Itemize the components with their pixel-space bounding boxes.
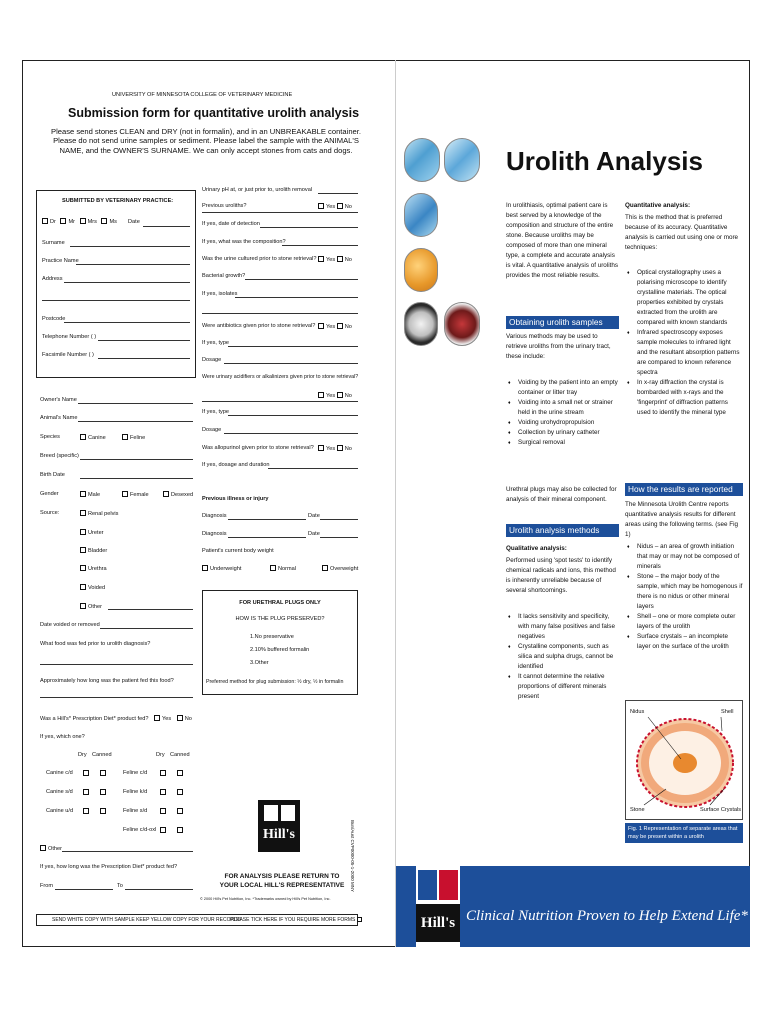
title-label: Ms — [109, 219, 117, 225]
return-notice — [202, 872, 362, 890]
isolates-field[interactable] — [202, 313, 358, 314]
side-code: Bun/Aust CVP0000-05-1-2000 MNY — [350, 820, 355, 893]
how-long-label: If yes, how long was the Prescription Diet* product fed? — [40, 864, 178, 870]
plug-option[interactable]: 2.10% buffered formalin — [250, 647, 310, 653]
copy-note: SEND WHITE COPY WITH SAMPLE KEEP YELLOW COPY FOR YOUR RECORDS — [52, 917, 242, 923]
acidifier-type-field[interactable] — [228, 415, 358, 416]
date-field[interactable] — [143, 226, 190, 227]
bodyweight-label: Patient's current body weight — [202, 548, 274, 554]
pointer-line — [721, 717, 722, 731]
food-question: What food was fed prior to urolith diagnosis? — [40, 641, 151, 647]
allopurinol-field[interactable] — [268, 468, 358, 469]
samples-intro: Various methods may be used to retrieve uroliths from the urinary tract, these include: — [506, 333, 611, 360]
yes-checkbox[interactable] — [318, 203, 324, 209]
bacterial-growth-field[interactable] — [245, 279, 358, 280]
species-label: Species — [40, 434, 60, 440]
diet-checkbox[interactable] — [177, 808, 183, 814]
question: Dosage — [202, 357, 222, 363]
prev-illness-heading: Previous illness or injury — [202, 496, 269, 502]
to-label: To — [117, 883, 123, 889]
gender-male[interactable] — [80, 491, 100, 498]
diet-checkbox[interactable] — [100, 789, 106, 795]
diet-checkbox[interactable] — [160, 770, 166, 776]
gender-female[interactable] — [122, 491, 149, 498]
date-label: Date — [308, 513, 320, 519]
question: Were antibiotics given prior to stone retrieval? — [202, 323, 316, 329]
question: If yes, what was the composition? — [202, 239, 286, 245]
dry-header: Dry — [156, 752, 165, 758]
female-checkbox[interactable] — [122, 491, 128, 497]
list-item: ♦ It lacks sensitivity and specificity, with many false positives and false negatives — [506, 612, 619, 642]
list-item: ♦ Surface crystals – an incomplete layer on the surface of the urolith — [625, 632, 743, 652]
list-item: ♦ Collection by urinary catheter — [506, 428, 619, 438]
from-label: From — [40, 883, 54, 889]
source-label: Source: — [40, 510, 60, 516]
fig-label-nidus: Nidus — [630, 709, 645, 715]
antibiotic-type-field[interactable] — [228, 346, 358, 347]
diagnosis-label: Diagnosis — [202, 531, 227, 537]
results-list — [625, 542, 743, 652]
source-option[interactable] — [80, 565, 107, 572]
fax-field[interactable] — [98, 358, 190, 359]
date-voided-field[interactable] — [100, 628, 193, 629]
surname-label: Surname — [42, 240, 65, 246]
plug-option[interactable]: 3.Other — [250, 660, 269, 666]
isolates-field[interactable] — [235, 297, 358, 298]
source-option[interactable] — [80, 529, 104, 536]
more-forms-checkbox[interactable] — [357, 917, 362, 922]
date-voided-label: Date voided or removed — [40, 622, 100, 628]
tagline: Clinical Nutrition Proven to Help Extend Life* — [466, 908, 748, 924]
source-option-label: Other — [88, 604, 102, 610]
hills-yes-checkbox[interactable] — [154, 715, 160, 721]
divider — [202, 401, 358, 402]
yes-no[interactable] — [318, 323, 352, 330]
surname-field[interactable] — [70, 246, 190, 247]
which-one-label: If yes, which one? — [40, 734, 85, 740]
list-item: ♦ Surgical removal — [506, 438, 619, 448]
species-feline[interactable] — [122, 434, 145, 441]
section-heading: Obtaining urolith samples — [506, 316, 619, 329]
no-label: No — [184, 716, 192, 722]
address-field[interactable] — [42, 300, 190, 301]
quant-list — [625, 268, 743, 418]
no-checkbox[interactable] — [337, 445, 343, 451]
logo-block — [264, 805, 278, 821]
owner-name-field[interactable] — [78, 403, 193, 404]
urolith-figure — [625, 700, 743, 820]
owner-name-label: Owner's Name — [40, 397, 77, 403]
diagnosis-label: Diagnosis — [202, 513, 227, 519]
no-checkbox[interactable] — [337, 323, 343, 329]
instructions — [36, 127, 376, 155]
instruction-line: Please send stones CLEAN and DRY (not in formalin), and in an UNBREAKABLE container. — [51, 127, 361, 136]
yes-label: Yes — [326, 204, 336, 210]
no-label: No — [344, 257, 352, 263]
weight-label: Overweight — [330, 566, 359, 572]
breed-field[interactable] — [80, 459, 193, 460]
urolith-image-4 — [404, 248, 438, 292]
logo-text: Hill's — [416, 904, 460, 942]
feeding-duration-label: Approximately how long was the patient fed this food? — [40, 678, 174, 684]
qual-text: Performed using 'spot tests' to identify chemical radicals and ions, this method is inherently unreliable because of several shortcomings. — [506, 557, 616, 594]
to-field[interactable] — [125, 889, 193, 890]
weight-label: Underweight — [210, 566, 242, 572]
list-item: ♦ Voiding by the patient into an empty container or litter tray — [506, 378, 619, 398]
animal-name-field[interactable] — [78, 421, 193, 422]
feline-label: Feline — [130, 435, 146, 441]
source-option[interactable] — [80, 547, 107, 554]
yes-label: Yes — [326, 257, 336, 263]
fig-label-shell: Shell — [721, 709, 734, 715]
normal-checkbox[interactable] — [270, 565, 276, 571]
yes-label: Yes — [162, 716, 172, 722]
source-option-label: Voided — [88, 585, 106, 591]
diet-label: Feline s/d — [123, 808, 148, 814]
plug-title: FOR URETHRAL PLUGS ONLY — [239, 600, 321, 606]
list-item: ♦ Nidus – an area of growth initiation that may or may not be composed of minerals — [625, 542, 743, 572]
female-label: Female — [130, 492, 149, 498]
submitted-by-heading: SUBMITTED BY VETERINARY PRACTICE: — [62, 198, 174, 204]
list-item: ♦ Voiding into a small net or strainer held in the urine stream — [506, 398, 619, 418]
question: Was allopurinol given prior to stone retrieval? — [202, 445, 314, 451]
acidifier-dosage-field[interactable] — [224, 433, 358, 434]
hills-logo-large — [416, 866, 460, 947]
fig-label-surface: Surface Crystals — [700, 807, 742, 813]
yes-checkbox[interactable] — [318, 392, 324, 398]
diagnosis-date-field[interactable] — [320, 537, 358, 538]
no-checkbox[interactable] — [337, 392, 343, 398]
dr-checkbox[interactable] — [42, 218, 48, 224]
birth-date-label: Birth Date — [40, 472, 65, 478]
yes-label: Yes — [326, 393, 336, 399]
list-item: ♦ Shell – one or more complete outer layers of the urolith — [625, 612, 743, 632]
source-option-label: Bladder — [88, 548, 108, 554]
dry-header: Dry — [78, 752, 87, 758]
postcode-label: Postcode — [42, 316, 66, 322]
divider — [202, 212, 358, 213]
question: If yes, type — [202, 409, 230, 415]
telephone-label: Telephone Number ( ) — [42, 334, 97, 340]
question: If yes, isolates — [202, 291, 238, 297]
nidus-shape — [673, 753, 697, 773]
question: Dosage — [202, 427, 222, 433]
postcode-field[interactable] — [64, 322, 190, 323]
diet-other-field[interactable] — [62, 851, 193, 852]
yes-checkbox[interactable] — [318, 256, 324, 262]
yes-checkbox[interactable] — [318, 445, 324, 451]
source-other-field[interactable] — [108, 609, 193, 610]
diet-label: Canine s/d — [46, 789, 73, 795]
diagnosis-field[interactable] — [228, 519, 306, 520]
source-option-label: Urethra — [88, 566, 107, 572]
title-label: Mr — [68, 219, 75, 225]
diagnosis-field[interactable] — [228, 537, 306, 538]
ms-checkbox[interactable] — [101, 218, 107, 224]
practice-name-label: Practice Name — [42, 258, 79, 264]
date-label: Date — [308, 531, 320, 537]
food-field[interactable] — [40, 664, 193, 665]
no-label: No — [344, 393, 352, 399]
logo-block — [281, 805, 295, 821]
fig-label-stone: Stone — [630, 807, 645, 813]
underweight-checkbox[interactable] — [202, 565, 208, 571]
diet-checkbox[interactable] — [177, 789, 183, 795]
hills-question-text: Was a Hill's* Prescription Diet* product fed? — [40, 716, 149, 722]
diet-checkbox[interactable] — [160, 808, 166, 814]
title-label: Mrs — [87, 219, 97, 225]
diet-checkbox[interactable] — [83, 770, 89, 776]
ph-field[interactable] — [318, 193, 358, 194]
diet-other[interactable] — [40, 845, 62, 852]
samples-list — [506, 378, 619, 448]
canine-checkbox[interactable] — [80, 434, 86, 440]
gender-label: Gender — [40, 491, 59, 497]
question: If yes, date of detection — [202, 221, 260, 227]
canned-header: Canned — [92, 752, 112, 758]
title-options — [42, 218, 117, 225]
logo-block — [418, 870, 437, 900]
weight-option[interactable] — [270, 565, 296, 572]
quant-text: This is the method that is preferred because of its accuracy. Quantitative analysis is carried out using one or more techniques: — [625, 214, 739, 251]
urolith-image-5 — [404, 302, 438, 346]
section-heading: How the results are reported — [625, 483, 743, 496]
gender-desexed[interactable] — [163, 491, 193, 498]
results-intro: The Minnesota Urolith Centre reports quantitative analysis results for different areas using the following terms. (see Fig 1) — [625, 501, 739, 538]
form-title: Submission form for quantitative urolith analysis — [68, 106, 360, 120]
source-checkbox[interactable] — [80, 603, 86, 609]
plug-preferred: Preferred method for plug submission: ½ dry, ½ in formalin — [206, 679, 344, 685]
list-item: ♦ Crystalline components, such as silica and sulpha drugs, cannot be identified — [506, 642, 619, 672]
weight-option[interactable] — [322, 565, 358, 572]
desexed-label: Desexed — [171, 492, 194, 498]
ph-label: Urinary pH at, or just prior to, urolith removal — [202, 187, 313, 193]
list-item: ♦ Infrared spectroscopy exposes sample molecules to infrared light and the resultant absorption patterns are compared to known reference spectra — [625, 328, 743, 378]
fig-caption: Fig. 1 Representation of separate areas that may be present within a urolith — [625, 823, 743, 843]
mr-checkbox[interactable] — [60, 218, 66, 224]
diet-label: Canine c/d — [46, 770, 73, 776]
overweight-checkbox[interactable] — [322, 565, 328, 571]
yes-no[interactable] — [318, 203, 352, 210]
quant-title: Quantitative analysis: — [625, 202, 691, 209]
source-option-label: Ureter — [88, 530, 104, 536]
urolith-diagram — [626, 701, 744, 821]
address-label: Address — [42, 276, 63, 282]
source-checkbox[interactable] — [80, 547, 86, 553]
mrs-checkbox[interactable] — [80, 218, 86, 224]
list-item: ♦ In x-ray diffraction the crystal is bombarded with x-rays and the 'fingerprint' of diffraction patterns used to identify the mineral type — [625, 378, 743, 418]
fold-line — [395, 60, 396, 947]
source-checkbox[interactable] — [80, 510, 86, 516]
no-checkbox[interactable] — [337, 203, 343, 209]
hills-logo-small — [258, 800, 300, 852]
diet-checkbox[interactable] — [177, 827, 183, 833]
other-label: Other — [48, 846, 62, 852]
university-name: UNIVERSITY OF MINNESOTA COLLEGE OF VETERINARY MEDICINE — [112, 92, 293, 98]
animal-name-label: Animal's Name — [40, 415, 78, 421]
hills-question — [40, 715, 192, 722]
intro-text: In urolithiasis, optimal patient care is best served by a knowledge of the composition and structure of the entire stone. Because uroliths may be composed of more than one mineral type, a complete and accurate analysis is vital. A quantitative analysis of uroliths provides the most reliable results. — [506, 202, 619, 279]
return-line: YOUR LOCAL HILL'S REPRESENTATIVE — [219, 882, 345, 889]
hills-no-checkbox[interactable] — [177, 715, 183, 721]
section-heading: Urolith analysis methods — [506, 524, 619, 537]
other-checkbox[interactable] — [40, 845, 46, 851]
date-label: Date — [128, 219, 140, 225]
address-field[interactable] — [64, 282, 190, 283]
diagnosis-date-field[interactable] — [320, 519, 358, 520]
urolith-image-3 — [404, 193, 438, 237]
yes-no[interactable] — [318, 256, 352, 263]
question: Previous uroliths? — [202, 203, 247, 209]
plugs-note: Urethral plugs may also be collected for analysis of their mineral component. — [506, 486, 617, 503]
source-checkbox[interactable] — [80, 565, 86, 571]
weight-label: Normal — [278, 566, 297, 572]
more-forms-text: PLEASE TICK HERE IF YOU REQUIRE MORE FORMS — [230, 917, 356, 923]
weight-option[interactable] — [202, 565, 241, 572]
urolith-image-2 — [444, 138, 480, 182]
diet-label: Feline k/d — [123, 789, 148, 795]
diet-checkbox[interactable] — [83, 808, 89, 814]
canine-label: Canine — [88, 435, 106, 441]
source-option[interactable] — [80, 603, 102, 610]
copyright: © 2000 Hill's Pet Nutrition, Inc. *Trademarks owned by Hill's Pet Nutrition, Inc. — [200, 897, 331, 901]
question: Were urinary acidifiers or alkalinizers given prior to stone retrieval? — [202, 374, 359, 380]
qual-title: Qualitative analysis: — [506, 545, 567, 552]
list-item: ♦ Stone – the major body of the sample, which may be homogenous if there is no nidus or other mineral layers — [625, 572, 743, 612]
diet-checkbox[interactable] — [160, 789, 166, 795]
instruction-line: Please do not send urine samples or sediment. Please label the sample with the ANIMAL'S — [53, 136, 359, 146]
diet-checkbox[interactable] — [160, 827, 166, 833]
source-checkbox[interactable] — [80, 584, 86, 590]
composition-field[interactable] — [282, 245, 358, 246]
diet-label: Feline c/d — [123, 770, 148, 776]
logo-block — [439, 870, 458, 900]
urolith-image-1 — [404, 138, 440, 182]
question: If yes, type — [202, 340, 230, 346]
fax-label: Facsimile Number ( ) — [42, 352, 94, 358]
desexed-checkbox[interactable] — [163, 491, 169, 497]
telephone-field[interactable] — [98, 340, 190, 341]
source-option[interactable] — [80, 584, 105, 591]
plug-option[interactable]: 1.No preservative — [250, 634, 294, 640]
diet-checkbox[interactable] — [177, 770, 183, 776]
source-checkbox[interactable] — [80, 529, 86, 535]
return-line: FOR ANALYSIS PLEASE RETURN TO — [224, 873, 340, 880]
canned-header: Canned — [170, 752, 190, 758]
question: If yes, dosage and duration — [202, 462, 270, 468]
no-label: No — [344, 204, 352, 210]
question: Was the urine cultured prior to stone retrieval? — [202, 256, 317, 262]
species-canine[interactable] — [80, 434, 106, 441]
instruction-line: NAME, and the OWNER'S SURNAME. We can only accept stones from cats and dogs. — [59, 145, 353, 155]
antibiotic-dosage-field[interactable] — [224, 363, 358, 364]
from-field[interactable] — [55, 889, 113, 890]
no-label: No — [344, 446, 352, 452]
feeding-duration-field[interactable] — [40, 697, 193, 698]
diet-checkbox[interactable] — [100, 770, 106, 776]
title-label: Dr — [50, 219, 56, 225]
diet-checkbox[interactable] — [83, 789, 89, 795]
page-title: Urolith Analysis — [506, 146, 703, 176]
logo-text: Hill's — [263, 827, 295, 842]
detection-date-field[interactable] — [260, 227, 358, 228]
urolith-image-6 — [444, 302, 480, 346]
yes-no[interactable] — [318, 445, 352, 452]
diet-checkbox[interactable] — [100, 808, 106, 814]
yes-label: Yes — [326, 324, 336, 330]
plug-question: HOW IS THE PLUG PRESERVED? — [235, 616, 325, 622]
list-item: ♦ It cannot determine the relative proportions of different minerals present — [506, 672, 619, 702]
birth-date-field[interactable] — [80, 478, 193, 479]
source-option-label: Renal pelvis — [88, 511, 119, 517]
list-item: ♦ Optical crystallography uses a polarising microscope to identify crystalline materials. The optical properties exhibited by crystals extracted from the urolith are compared with known standards — [625, 268, 743, 328]
practice-name-field[interactable] — [76, 264, 190, 265]
no-checkbox[interactable] — [337, 256, 343, 262]
breed-label: Breed (specific) — [40, 453, 79, 459]
no-label: No — [344, 324, 352, 330]
yes-label: Yes — [326, 446, 336, 452]
diet-label: Feline c/d-oxl — [123, 827, 157, 833]
yes-checkbox[interactable] — [318, 323, 324, 329]
source-option[interactable] — [80, 510, 118, 517]
more-forms[interactable] — [230, 917, 364, 923]
list-item: ♦ Voiding urohydropropulsion — [506, 418, 619, 428]
diet-label: Canine u/d — [46, 808, 74, 814]
qual-list — [506, 612, 619, 702]
question: Bacterial growth? — [202, 273, 246, 279]
yes-no[interactable] — [318, 392, 352, 399]
male-label: Male — [88, 492, 101, 498]
feline-checkbox[interactable] — [122, 434, 128, 440]
male-checkbox[interactable] — [80, 491, 86, 497]
